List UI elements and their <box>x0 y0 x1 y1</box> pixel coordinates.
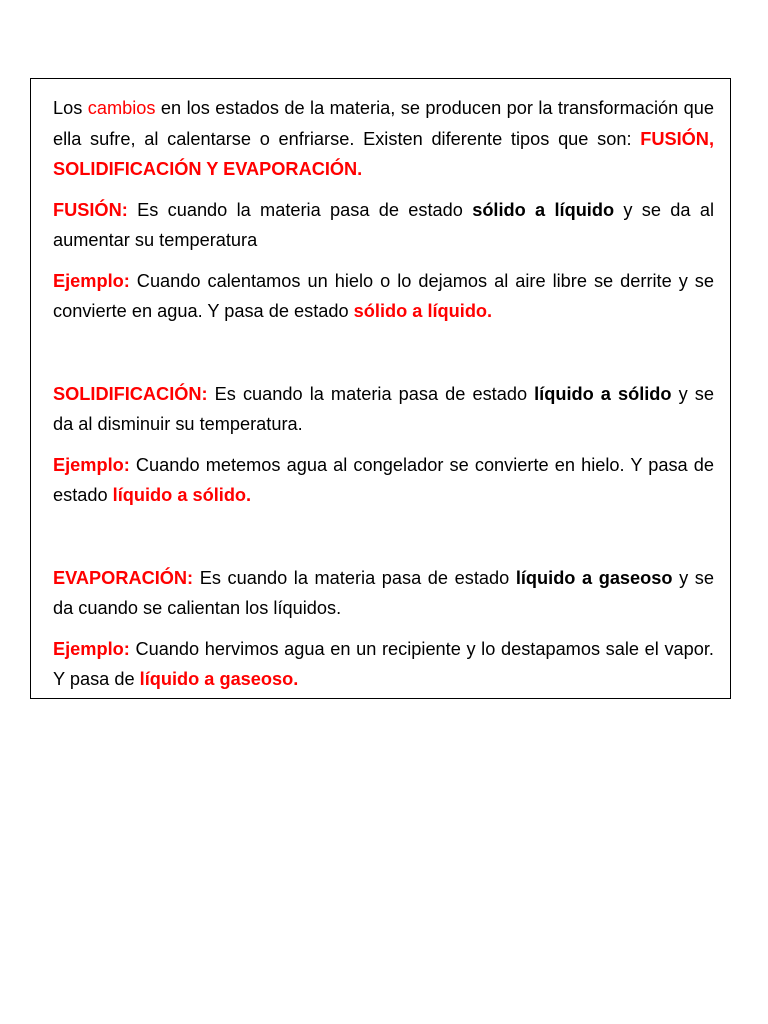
fusion-example <box>53 266 714 327</box>
fusion-example-text: Cuando calentamos un hielo o lo dejamos al aire libre se derrite y se convierte en agua. Y pasa de estado <box>53 270 714 321</box>
evaporacion-bold-state: líquido a gaseoso <box>515 567 673 588</box>
intro-text-2: en los estados de la materia, se producen por la transformación que ella sufre, al calentarse o enfriarse. Existen diferente tipos que son: <box>53 98 714 149</box>
evaporacion-example-label: Ejemplo: <box>53 638 130 659</box>
solidificacion-example-label: Ejemplo: <box>53 454 130 475</box>
solidificacion-bold-state: líquido a sólido <box>534 383 672 404</box>
fusion-text-1: Es cuando la materia pasa de estado <box>127 199 473 220</box>
solidificacion-example <box>53 450 714 511</box>
fusion-text-2: y se da al aumentar su temperatura <box>53 199 714 250</box>
solidificacion-text-1: Es cuando la materia pasa de estado <box>207 383 535 404</box>
section-spacer <box>53 337 714 379</box>
fusion-term: FUSIÓN: <box>53 199 128 220</box>
fusion-definition <box>53 195 714 256</box>
evaporacion-text-2: y se da cuando se calientan los líquidos. <box>53 567 714 618</box>
solidificacion-text-2: y se da al disminuir su temperatura. <box>53 383 714 434</box>
evaporacion-example <box>53 634 714 695</box>
solidificacion-definition <box>53 379 714 440</box>
solidificacion-example-highlight: líquido a sólido. <box>112 485 252 505</box>
evaporacion-definition <box>53 563 714 624</box>
intro-text-1: Los <box>53 98 88 118</box>
fusion-example-highlight: sólido a líquido. <box>353 301 493 321</box>
evaporacion-example-highlight: líquido a gaseoso. <box>139 669 299 689</box>
solidificacion-term: SOLIDIFICACIÓN: <box>53 383 208 404</box>
evaporacion-text-1: Es cuando la materia pasa de estado <box>193 567 516 588</box>
fusion-bold-state: sólido a líquido <box>472 199 615 220</box>
content-box <box>30 78 731 699</box>
fusion-example-label: Ejemplo: <box>53 270 130 291</box>
section-spacer <box>53 521 714 563</box>
intro-highlight-types: FUSIÓN, SOLIDIFICACIÓN Y EVAPORACIÓN. <box>53 128 714 179</box>
solidificacion-example-text: Cuando metemos agua al congelador se convierte en hielo. Y pasa de estado <box>53 454 714 505</box>
intro-paragraph <box>53 93 714 185</box>
evaporacion-term: EVAPORACIÓN: <box>53 567 194 588</box>
intro-highlight-cambios: cambios <box>87 98 156 118</box>
evaporacion-example-text: Cuando hervimos agua en un recipiente y lo destapamos sale el vapor. Y pasa de <box>53 638 714 689</box>
